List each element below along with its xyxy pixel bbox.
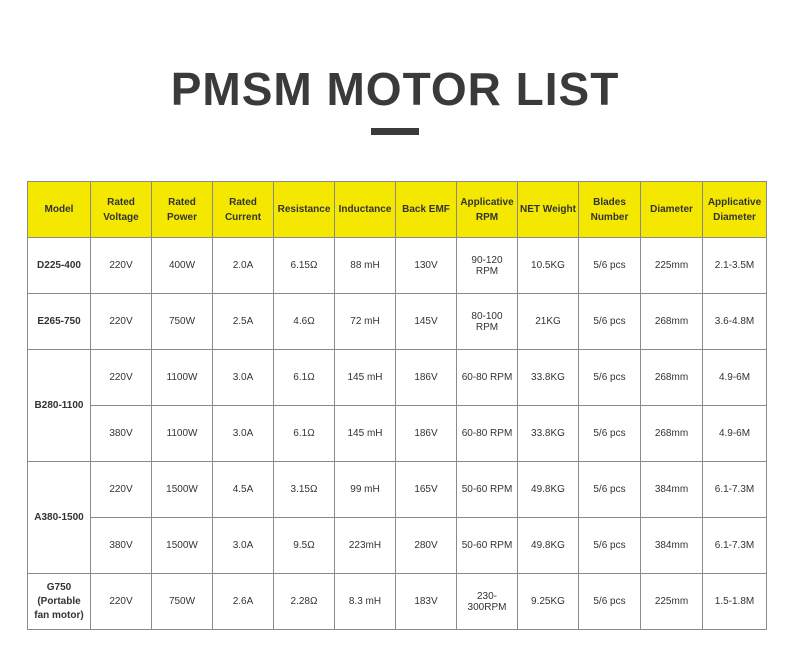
diameter-cell: 225mm xyxy=(641,238,703,294)
header-rated-power: Rated Power xyxy=(152,182,213,238)
resistance-cell: 9.5Ω xyxy=(274,518,335,574)
header-applicative-rpm: Applicative RPM xyxy=(457,182,518,238)
rated-current-cell: 3.0A xyxy=(213,518,274,574)
applicative-rpm-cell: 90-120 RPM xyxy=(457,238,518,294)
header-resistance: Resistance xyxy=(274,182,335,238)
resistance-cell: 4.6Ω xyxy=(274,294,335,350)
applicative-rpm-cell: 80-100 RPM xyxy=(457,294,518,350)
resistance-cell: 2.28Ω xyxy=(274,574,335,630)
net-weight-cell: 10.5KG xyxy=(518,238,579,294)
rated-power-cell: 750W xyxy=(152,574,213,630)
net-weight-cell: 9.25KG xyxy=(518,574,579,630)
rated-current-cell: 2.5A xyxy=(213,294,274,350)
header-net-weight: NET Weight xyxy=(518,182,579,238)
applicative-diameter-cell: 2.1-3.5M xyxy=(703,238,767,294)
model-cell: D225-400 xyxy=(28,238,91,294)
blades-number-cell: 5/6 pcs xyxy=(579,294,641,350)
back-emf-cell: 186V xyxy=(396,406,457,462)
blades-number-cell: 5/6 pcs xyxy=(579,238,641,294)
back-emf-cell: 145V xyxy=(396,294,457,350)
applicative-diameter-cell: 3.6-4.8M xyxy=(703,294,767,350)
net-weight-cell: 33.8KG xyxy=(518,350,579,406)
rated-current-cell: 3.0A xyxy=(213,350,274,406)
title-underline xyxy=(371,128,419,135)
rated-voltage-cell: 220V xyxy=(91,574,152,630)
header-inductance: Inductance xyxy=(335,182,396,238)
applicative-diameter-cell: 6.1-7.3M xyxy=(703,518,767,574)
rated-current-cell: 2.0A xyxy=(213,238,274,294)
inductance-cell: 88 mH xyxy=(335,238,396,294)
resistance-cell: 3.15Ω xyxy=(274,462,335,518)
header-blades-number: Blades Number xyxy=(579,182,641,238)
rated-power-cell: 400W xyxy=(152,238,213,294)
resistance-cell: 6.15Ω xyxy=(274,238,335,294)
table-row xyxy=(28,350,767,406)
rated-voltage-cell: 220V xyxy=(91,238,152,294)
applicative-rpm-cell: 50-60 RPM xyxy=(457,518,518,574)
inductance-cell: 72 mH xyxy=(335,294,396,350)
inductance-cell: 99 mH xyxy=(335,462,396,518)
diameter-cell: 268mm xyxy=(641,350,703,406)
rated-voltage-cell: 380V xyxy=(91,518,152,574)
diameter-cell: 384mm xyxy=(641,518,703,574)
resistance-cell: 6.1Ω xyxy=(274,406,335,462)
model-cell: E265-750 xyxy=(28,294,91,350)
net-weight-cell: 21KG xyxy=(518,294,579,350)
table-row xyxy=(28,518,767,574)
net-weight-cell: 49.8KG xyxy=(518,518,579,574)
inductance-cell: 223mH xyxy=(335,518,396,574)
applicative-rpm-cell: 60-80 RPM xyxy=(457,350,518,406)
back-emf-cell: 183V xyxy=(396,574,457,630)
header-applicative-diameter: Applicative Diameter xyxy=(703,182,767,238)
diameter-cell: 384mm xyxy=(641,462,703,518)
back-emf-cell: 130V xyxy=(396,238,457,294)
applicative-rpm-cell: 60-80 RPM xyxy=(457,406,518,462)
blades-number-cell: 5/6 pcs xyxy=(579,406,641,462)
blades-number-cell: 5/6 pcs xyxy=(579,350,641,406)
rated-voltage-cell: 380V xyxy=(91,406,152,462)
inductance-cell: 8.3 mH xyxy=(335,574,396,630)
table-row xyxy=(28,462,767,518)
blades-number-cell: 5/6 pcs xyxy=(579,462,641,518)
applicative-diameter-cell: 4.9-6M xyxy=(703,350,767,406)
applicative-rpm-cell: 50-60 RPM xyxy=(457,462,518,518)
table-header-row xyxy=(28,182,767,238)
applicative-diameter-cell: 4.9-6M xyxy=(703,406,767,462)
rated-voltage-cell: 220V xyxy=(91,294,152,350)
table-row xyxy=(28,238,767,294)
inductance-cell: 145 mH xyxy=(335,406,396,462)
page-title: PMSM MOTOR LIST xyxy=(170,63,620,115)
applicative-diameter-cell: 1.5-1.8M xyxy=(703,574,767,630)
back-emf-cell: 165V xyxy=(396,462,457,518)
rated-current-cell: 4.5A xyxy=(213,462,274,518)
diameter-cell: 225mm xyxy=(641,574,703,630)
back-emf-cell: 186V xyxy=(396,350,457,406)
header-diameter: Diameter xyxy=(641,182,703,238)
rated-power-cell: 750W xyxy=(152,294,213,350)
rated-power-cell: 1500W xyxy=(152,518,213,574)
model-cell: G750 (Portable fan motor) xyxy=(28,574,91,630)
table-row xyxy=(28,406,767,462)
header-rated-voltage: Rated Voltage xyxy=(91,182,152,238)
net-weight-cell: 33.8KG xyxy=(518,406,579,462)
net-weight-cell: 49.8KG xyxy=(518,462,579,518)
rated-current-cell: 2.6A xyxy=(213,574,274,630)
table-row xyxy=(28,574,767,630)
motor-spec-table xyxy=(27,181,767,630)
rated-power-cell: 1500W xyxy=(152,462,213,518)
header-back-emf: Back EMF xyxy=(396,182,457,238)
resistance-cell: 6.1Ω xyxy=(274,350,335,406)
model-cell: B280-1100 xyxy=(28,350,91,462)
diameter-cell: 268mm xyxy=(641,294,703,350)
inductance-cell: 145 mH xyxy=(335,350,396,406)
applicative-rpm-cell: 230-300RPM xyxy=(457,574,518,630)
rated-voltage-cell: 220V xyxy=(91,350,152,406)
blades-number-cell: 5/6 pcs xyxy=(579,518,641,574)
rated-voltage-cell: 220V xyxy=(91,462,152,518)
header-model: Model xyxy=(28,182,91,238)
header-rated-current: Rated Current xyxy=(213,182,274,238)
table-row xyxy=(28,294,767,350)
applicative-diameter-cell: 6.1-7.3M xyxy=(703,462,767,518)
model-cell: A380-1500 xyxy=(28,462,91,574)
rated-power-cell: 1100W xyxy=(152,406,213,462)
rated-power-cell: 1100W xyxy=(152,350,213,406)
blades-number-cell: 5/6 pcs xyxy=(579,574,641,630)
back-emf-cell: 280V xyxy=(396,518,457,574)
rated-current-cell: 3.0A xyxy=(213,406,274,462)
diameter-cell: 268mm xyxy=(641,406,703,462)
